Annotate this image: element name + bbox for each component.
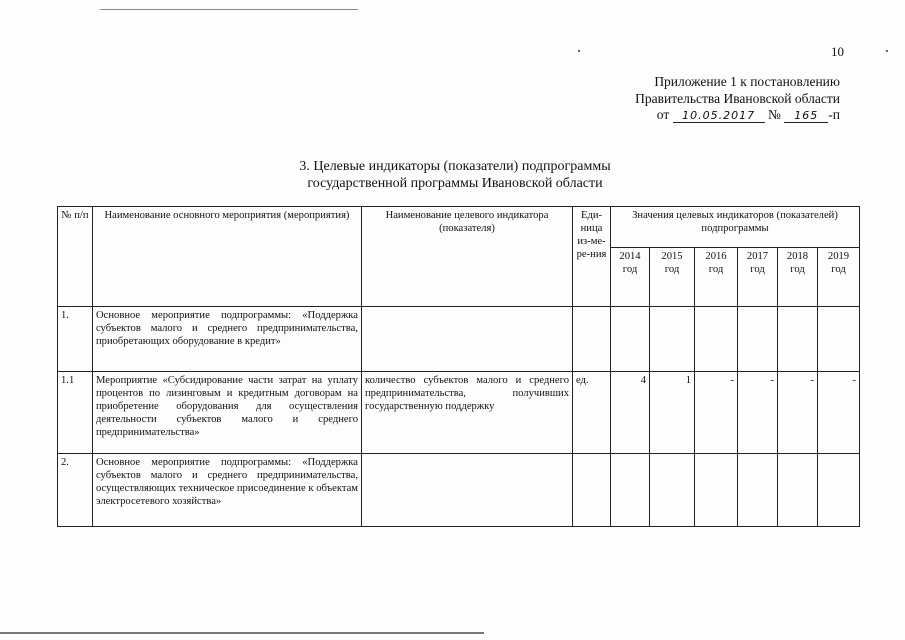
row-value: - [818,372,860,454]
row-activity: Основное мероприятие подпрограммы: «Поддержка субъектов малого и среднего предпринимательства, осуществляющих техническое присоединение к объектам электросетевого хозяйства» [93,454,362,527]
row-activity: Основное мероприятие подпрограммы: «Поддержка субъектов малого и среднего предпринимательства, приобретающих оборудование в кредит» [93,307,362,372]
header-year: 2015 год [650,248,695,307]
table-row [58,372,860,454]
decree-date: 10.05.2017 [673,110,765,123]
row-value [738,454,778,527]
row-unit [573,307,611,372]
table-row [58,454,860,527]
header-year: 2014 год [611,248,650,307]
row-value [611,307,650,372]
row-value: - [738,372,778,454]
row-unit [573,454,611,527]
row-num: 1.1 [58,372,93,454]
header-activity: Наименование основного мероприятия (мероприятия) [93,207,362,307]
row-value [650,454,695,527]
header-year: 2018 год [778,248,818,307]
scan-speck [886,50,888,52]
row-value [778,454,818,527]
scan-speck [578,50,580,52]
row-value [695,307,738,372]
number-label: № [768,107,781,122]
heading-line-1: 3. Целевые индикаторы (показатели) подпрограммы [299,159,611,174]
from-label: от [656,107,670,122]
header-indicator: Наименование целевого индикатора (показателя) [362,207,573,307]
top-edge-line [100,9,358,10]
row-indicator [362,307,573,372]
appendix-block [540,74,840,124]
row-activity: Мероприятие «Субсидирование части затрат на уплату процентов по лизинговым и кредитным договорам на приобретение оборудования для осуществления деятельности субъектов малого и среднего предпринимательства» [93,372,362,454]
appendix-line-3 [540,107,840,124]
decree-number: 165 [784,110,828,123]
appendix-line-1: Приложение 1 к постановлению [654,74,840,89]
row-num: 2. [58,454,93,527]
row-indicator: количество субъектов малого и среднего предпринимательства, получивших государственную поддержку [362,372,573,454]
row-value [650,307,695,372]
header-year: 2016 год [695,248,738,307]
number-suffix: -п [828,107,840,122]
indicators-table [57,206,860,527]
row-unit: ед. [573,372,611,454]
row-value: 4 [611,372,650,454]
row-value [818,454,860,527]
header-row [58,207,860,248]
bottom-edge-line [0,632,484,634]
row-value: 1 [650,372,695,454]
heading-line-2: государственной программы Ивановской области [307,176,603,191]
table-row [58,307,860,372]
header-values: Значения целевых индикаторов (показателей) подпрограммы [611,207,860,248]
row-value [818,307,860,372]
header-year: 2017 год [738,248,778,307]
row-value: - [778,372,818,454]
section-heading [240,158,670,192]
row-value [695,454,738,527]
row-value [611,454,650,527]
header-year: 2019 год [818,248,860,307]
row-num: 1. [58,307,93,372]
row-indicator [362,454,573,527]
appendix-line-2: Правительства Ивановской области [635,90,840,106]
row-value [738,307,778,372]
header-unit: Еди-ница из-ме-ре-ния [573,207,611,307]
row-value [778,307,818,372]
header-num: № п/п [58,207,93,307]
page-number: 10 [831,44,844,59]
row-value: - [695,372,738,454]
